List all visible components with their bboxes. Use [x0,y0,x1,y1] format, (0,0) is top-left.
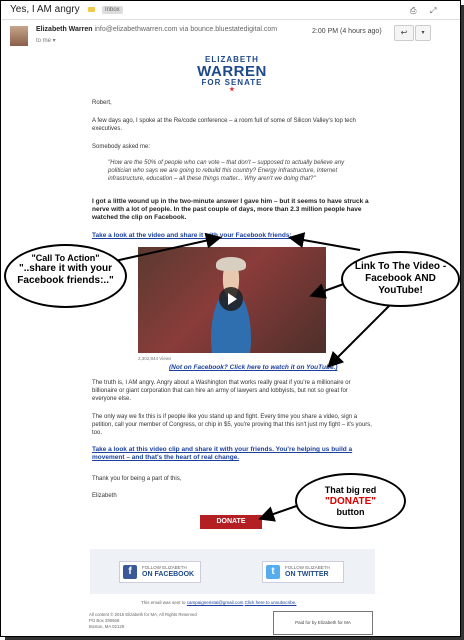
email-subject: Yes, I AM angry [10,4,80,15]
logo-line2: WARREN [197,63,267,80]
twitter-icon: t [266,565,280,579]
logo-line1: ELIZABETH [205,55,259,64]
address-line-1: PO Box 290568 [89,618,120,623]
facebook-share-link[interactable]: Take a look at the video and share it with your Facebook friends: [92,232,292,239]
youtube-link[interactable]: (Not on Facebook? Click here to watch it on YouTube.) [169,364,338,371]
paragraph-4: The truth is, I AM angry. Angry about a Washington that works really great if you're a millionaire or billionaire or giant corporation that can hire an army of lawyers and lobbyists, but not so great for everyone else. [92,380,351,402]
twitter-small-label: FOLLOW ELIZABETH [285,565,330,570]
chevron-down-icon: ▾ [421,30,425,36]
recipient-label: to me [36,38,52,44]
paragraph-1: A few days ago, I spoke at the Re/code conference – a room full of some of Silicon Valley's top tech executives. [92,118,356,132]
twitter-label: ON TWITTER [285,571,329,578]
video-link-callout: Link To The Video - Facebook AND YouTube! [341,251,460,307]
thank-you-line: Thank you for being a part of this, [92,476,182,482]
video-arrow-bottom [330,305,390,365]
cta-callout-title: "Call To Action" [31,253,100,263]
email-date: 2:00 PM (4 hours ago) [312,28,382,35]
sender-email: info@elizabethwarren.com [94,26,178,33]
reply-icon: ↩ [400,28,408,37]
paragraph-5: The only way we fix this is if people like you stand up and fight. Every time you share a video, sign a petition, call your member of Congress, or chip in $5, you're proving that this isn't just my fight – it's yours, too. [92,414,372,436]
view-count: 2,302,844 Views [138,356,172,361]
recipient-line[interactable]: to me ▾ [36,38,56,44]
new-window-icon[interactable]: ⤢ [430,6,437,15]
donate-button[interactable]: DONATE [200,515,262,529]
paragraph-2: Somebody asked me: [92,144,151,150]
share-clip-link[interactable]: Take a look at this video clip and share it with your friends. You're helping us build a movement – and that's the heart of real change. [92,446,353,461]
address-line-2: Boston, MA 02129 [89,624,125,629]
via-domain: bounce.bluestatedigital.com [190,26,278,33]
greeting: Robert, [92,100,112,106]
call-to-action-callout [4,244,127,308]
paragraph-3: I got a little wound up in the two-minute answer I gave him – but it seems to have struck a nerve with a lot of people. In the past couple of days, more than 2.3 million people have watched the clip on Facebook. [92,198,369,221]
unsubscribe-link[interactable]: Click here to unsubscribe. [244,600,297,605]
donate-callout-pre: That big red [324,485,377,495]
star-icon: ★ [229,87,235,93]
paid-for-box: Paid for by Elizabeth for MA [273,611,373,635]
print-icon[interactable]: ⎙ [410,6,417,15]
sent-email: campaigneristal@gmail.com [186,600,244,605]
donate-callout-post: button [336,507,365,517]
via-label: via [179,26,189,33]
logo-line3: FOR SENATE [201,78,263,87]
donate-callout-word: "DONATE" [325,496,376,507]
cta-callout-text: "..share it with your Facebook friends:.." [17,263,114,286]
signoff: Elizabeth [92,493,117,499]
inbox-label[interactable]: Inbox [102,6,123,14]
facebook-label: ON FACEBOOK [142,571,195,578]
facebook-icon: f [123,565,137,579]
video-arrow-top [292,238,360,250]
facebook-small-label: FOLLOW ELIZABETH [142,565,187,570]
donate-callout [295,473,406,529]
copyright-line: All content © 2015 Elizabeth for MA, All Rights Reserved [89,612,197,617]
quote-block: "How are the 50% of people who can vote – that don't – supposed to actually believe any politician who says we are going to rebuild this country? Energy infrastructure, Internet infrastructure, education – all these things matter... Why aren't we doing that?" [108,160,345,182]
sender-name[interactable]: Elizabeth Warren [36,26,93,33]
sent-prefix: This email was sent to [141,600,186,605]
